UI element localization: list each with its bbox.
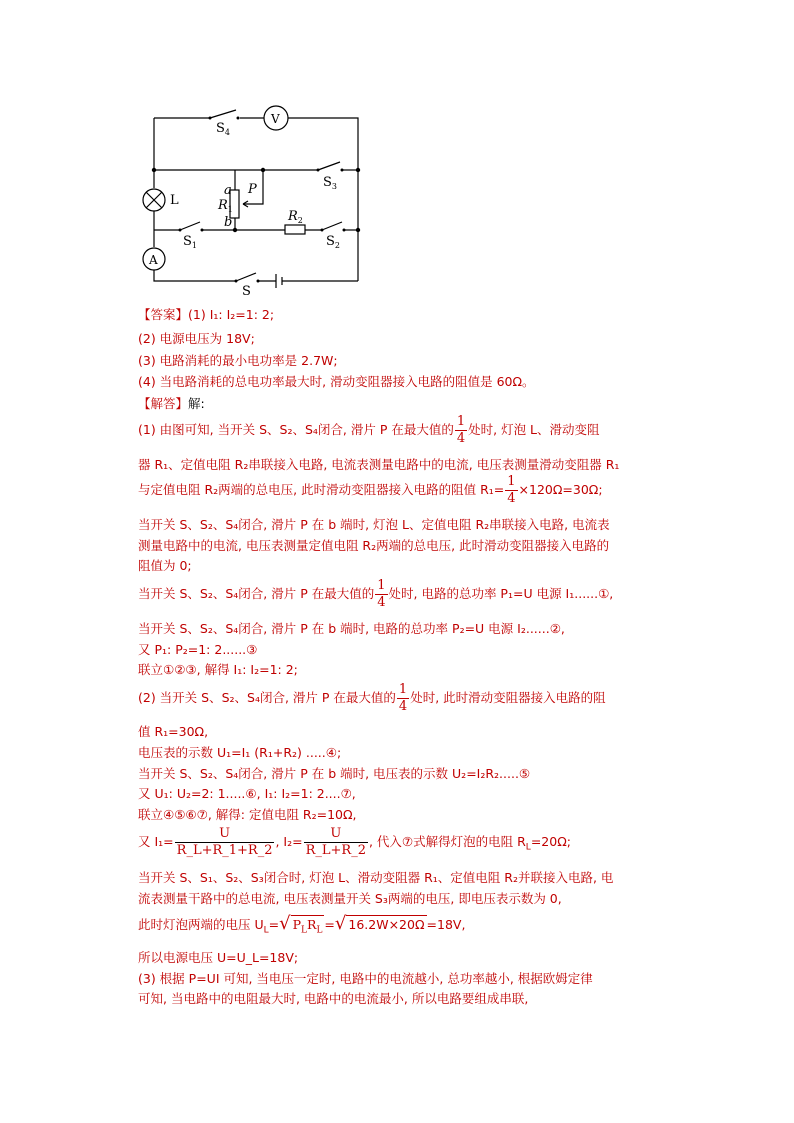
sol-p10: 又 U₁: U₂=2: 1.....⑥, I₁: I₂=1: 2....⑦, <box>138 786 356 801</box>
wire-top-right <box>288 118 358 281</box>
answer-3: (3) 电路消耗的最小电功率是 2.7W; <box>138 353 338 368</box>
sol-p7-line1 <box>138 682 606 715</box>
switch-contact <box>257 280 260 283</box>
sol-text: 当开关 S、S₂、S₄闭合, 滑片 P 在最大值的 <box>138 586 375 601</box>
switch-contact <box>237 117 240 120</box>
sol-p4: 当开关 S、S₂、S₄闭合, 滑片 P 在 b 端时, 电路的总功率 P₂=U 电源 I₂......②, <box>138 621 565 636</box>
node <box>152 168 156 172</box>
sol-p1-line2: 器 R₁、定值电阻 R₂串联接入电路, 电流表测量电路中的电流, 电压表测量滑动变阻器 R₁ <box>138 457 620 472</box>
sol-text: 处时, 灯泡 L、滑动变阻 <box>468 422 600 437</box>
switch-s3 <box>318 162 340 170</box>
sqrt-content-1: $P_LR_L$ <box>291 915 325 940</box>
battery <box>276 274 282 288</box>
sol-p16-line1: (3) 根据 P=UI 可知, 当电压一定时, 电路中的电流越小, 总功率越小, 根据欧姆定律 <box>138 971 593 986</box>
label-ammeter: A <box>149 253 158 267</box>
fraction-i1: $\frac{U}{R\_L+R\_1+R\_2}$ <box>176 826 273 858</box>
sol-text: 处时, 此时滑动变阻器接入电路的阻 <box>410 690 606 705</box>
sol-text: =20Ω; <box>530 834 571 849</box>
sol-p5: 又 P₁: P₂=1: 2......③ <box>138 642 258 657</box>
sol-sub: L <box>263 925 269 936</box>
solution-tag: 【解答】 <box>138 396 189 411</box>
sol-p2-line2: 测量电路中的电流, 电压表测量定值电阻 R₂两端的总电压, 此时滑动变阻器接入电路的 <box>138 538 610 553</box>
switch-contact <box>321 229 324 232</box>
answer-1: (1) I₁: I₂=1: 2; <box>188 307 275 322</box>
sol-p14 <box>138 915 465 940</box>
sqrt-content-2: 16.2W×20Ω <box>348 917 425 932</box>
sol-text: = <box>268 917 280 932</box>
sol-text: 又 I₁= <box>138 834 174 849</box>
solution-heading <box>138 395 205 413</box>
label-s2: $S_2$ <box>326 234 340 250</box>
sol-p13-line2: 流表测量干路中的总电流, 电压表测量开关 S₃两端的电压, 即电压表示数为 0, <box>138 891 562 906</box>
sol-p2-line3: 阻值为 0; <box>138 558 192 573</box>
sqrt-icon: √ <box>334 913 347 934</box>
switch-contact <box>201 229 204 232</box>
label-a: a <box>224 183 232 198</box>
sol-p2-line1: 当开关 S、S₂、S₄闭合, 滑片 P 在 b 端时, 灯泡 L、定值电阻 R₂串联接入电路, 电流表 <box>138 517 610 532</box>
sol-p15: 所以电源电压 U=U_L=18V; <box>138 950 299 965</box>
sol-text: 此时灯泡两端的电压 U <box>138 917 264 932</box>
answer-4: (4) 当电路消耗的总电功率最大时, 滑动变阻器接入电路的阻值是 60Ω。 <box>138 374 535 389</box>
sol-text: (2) 当开关 S、S₂、S₄闭合, 滑片 P 在最大值的 <box>138 690 396 705</box>
label-r1: $R_1$ <box>218 198 233 214</box>
switch-s1 <box>180 222 200 230</box>
switch-contact <box>341 169 344 172</box>
label-voltmeter: V <box>271 112 280 126</box>
switch-s <box>236 273 256 281</box>
sol-p11: 联立④⑤⑥⑦, 解得: 定值电阻 R₂=10Ω, <box>138 807 357 822</box>
sol-text: 与定值电阻 R₂两端的总电压, 此时滑动变阻器接入电路的阻值 R₁= <box>138 482 505 497</box>
label-s4: $S_4$ <box>216 121 230 137</box>
sol-p1-line3 <box>138 474 603 507</box>
label-lamp: L <box>170 193 179 208</box>
switch-s2 <box>322 222 342 230</box>
fraction-quarter: $\frac{1}{4}$ <box>507 474 516 506</box>
sol-p12 <box>138 826 571 859</box>
sol-p6: 联立①②③, 解得 I₁: I₂=1: 2; <box>138 662 298 677</box>
node <box>261 168 265 172</box>
switch-contact <box>209 117 212 120</box>
sol-text: =18V, <box>426 917 466 932</box>
sol-text: (1) 由图可知, 当开关 S、S₂、S₄闭合, 滑片 P 在最大值的 <box>138 422 454 437</box>
lamp-cross <box>146 192 162 208</box>
answer-line-1 <box>138 306 274 324</box>
label-r2: $R_2$ <box>288 209 303 225</box>
wire-left-bottom <box>154 270 236 281</box>
switch-s4 <box>210 110 236 118</box>
switch-contact <box>317 169 320 172</box>
node <box>356 168 360 172</box>
switch-contact <box>235 280 238 283</box>
label-p: P <box>248 182 257 197</box>
circuit-diagram <box>128 96 378 296</box>
label-s3: $S_3$ <box>323 175 337 191</box>
resistor-r2 <box>285 225 305 234</box>
answer-2: (2) 电源电压为 18V; <box>138 331 255 346</box>
sol-text: 处时, 电路的总功率 P₁=U 电源 I₁......①, <box>388 586 614 601</box>
sol-p13-line1: 当开关 S、S₁、S₂、S₃闭合时, 灯泡 L、滑动变阻器 R₁、定值电阻 R₂并联接入电路, 电 <box>138 870 614 885</box>
label-b: b <box>224 215 233 230</box>
switch-contact <box>343 229 346 232</box>
sol-p8: 电压表的示数 U₁=I₁ (R₁+R₂) .....④; <box>138 745 342 760</box>
answer-tag: 【答案】 <box>138 307 189 322</box>
sol-sub: L <box>525 842 531 853</box>
solution-tag-suffix: 解: <box>188 396 205 411</box>
switch-contact <box>179 229 182 232</box>
label-s: S <box>242 284 251 296</box>
node <box>233 228 237 232</box>
sqrt-icon: √ <box>279 913 291 934</box>
sol-p9: 当开关 S、S₂、S₄闭合, 滑片 P 在 b 端时, 电压表的示数 U₂=I₂R₂.....⑤ <box>138 766 531 781</box>
sol-p3 <box>138 578 613 611</box>
sol-p1-line1 <box>138 414 600 447</box>
sol-text: , 代入⑦式解得灯泡的电阻 R <box>368 834 526 849</box>
sol-text: ×120Ω=30Ω; <box>518 482 603 497</box>
node <box>356 228 360 232</box>
sol-text: = <box>324 917 335 932</box>
label-s1: $S_1$ <box>183 234 197 250</box>
fraction-i2: $\frac{U}{R\_L+R\_2}$ <box>305 826 366 858</box>
sol-p7-line2: 值 R₁=30Ω, <box>138 724 209 739</box>
sol-p16-line2: 可知, 当电路中的电阻最大时, 电路中的电流最小, 所以电路要组成串联, <box>138 991 529 1006</box>
fraction-quarter: $\frac{1}{4}$ <box>456 414 466 446</box>
sol-text: , I₂= <box>275 834 303 849</box>
fraction-quarter: $\frac{1}{4}$ <box>398 682 408 714</box>
fraction-quarter: $\frac{1}{4}$ <box>377 578 386 610</box>
